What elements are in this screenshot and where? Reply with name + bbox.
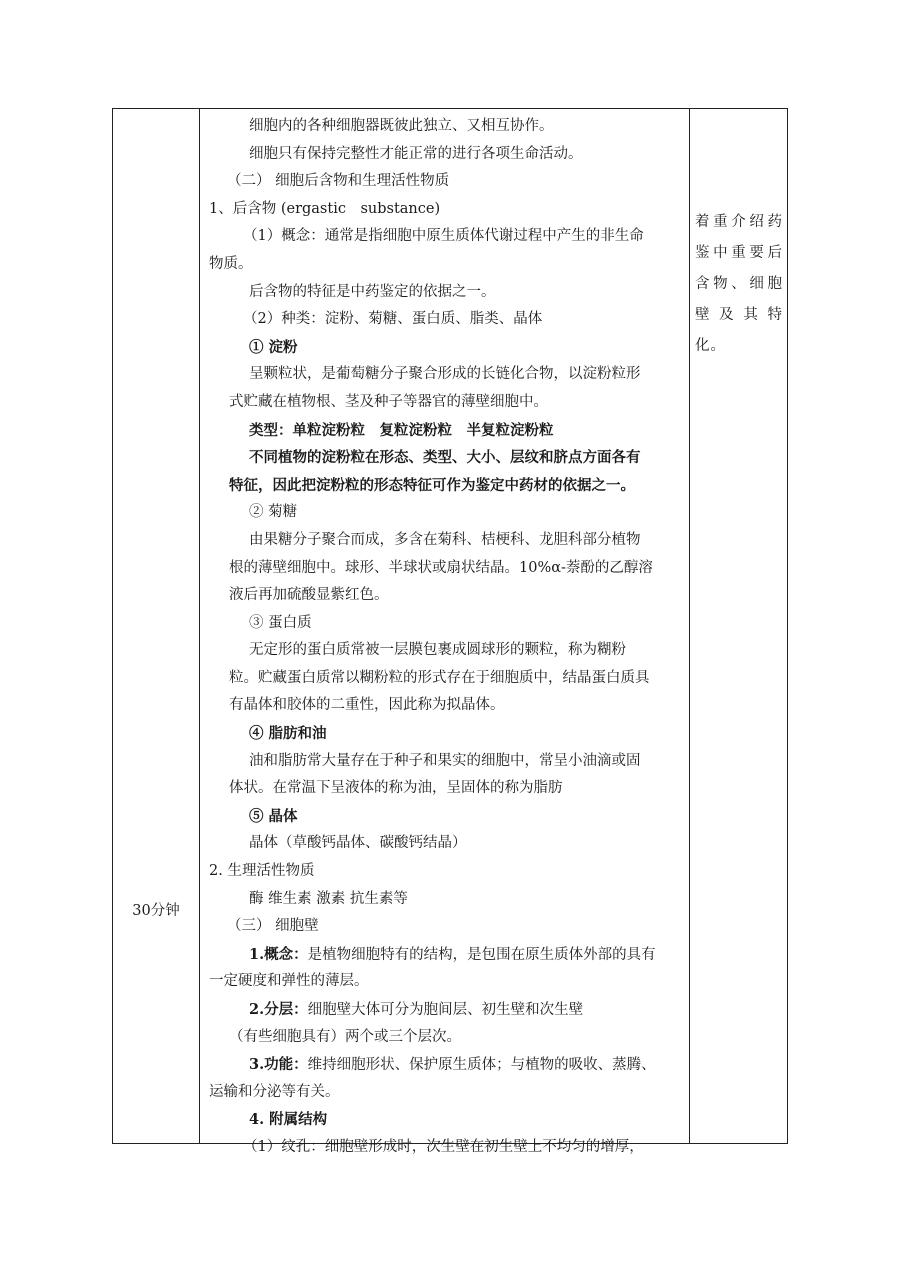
content-line: 细胞只有保持完整性才能正常的进行各项生命活动。 <box>249 145 583 162</box>
content-line: 液后再加硫酸显紫红色。 <box>229 587 389 604</box>
content-line: 4. 附属结构 <box>249 1111 328 1129</box>
content-line: （1）纹孔：细胞壁形成时，次生壁在初生壁上不均匀的增厚， <box>243 1138 644 1155</box>
content-line: （2）种类：淀粉、菊糖、蛋白质、脂类、晶体 <box>243 311 543 328</box>
content-line: 无定形的蛋白质常被一层膜包裹成圆球形的颗粒，称为糊粉 <box>249 642 626 659</box>
content-line: 粒。贮藏蛋白质常以糊粉粒的形式存在于细胞质中，结晶蛋白质具 <box>229 669 650 686</box>
content-line: 式贮藏在植物根、茎及种子等器官的薄壁细胞中。 <box>229 393 548 410</box>
content-line: ③ 蛋白质 <box>249 614 312 631</box>
column-divider <box>689 109 690 1143</box>
lesson-plan-table <box>112 108 788 1155</box>
content-line: 后含物的特征是中药鉴定的依据之一。 <box>249 283 496 300</box>
content-line: （二） 细胞后含物和生理活性物质 <box>227 173 450 190</box>
content-line: 油和脂肪常大量存在于种子和果实的细胞中，常呈小油滴或固 <box>249 752 641 769</box>
content-line: 3.功能：维持细胞形状、保护原生质体；与植物的吸收、蒸腾、 <box>249 1056 656 1074</box>
content-line: 一定硬度和弹性的薄层。 <box>209 973 369 990</box>
content-line: ④ 脂肪和油 <box>249 725 327 743</box>
content-line: 特征，因此把淀粉粒的形态特征可作为鉴定中药材的依据之一。 <box>229 476 635 494</box>
time-allocation-cell: 30分钟 <box>132 903 180 919</box>
content-line: 酶 维生素 激素 抗生素等 <box>249 890 408 907</box>
content-line: ⑤ 晶体 <box>249 807 298 825</box>
remark-cell: 着重介绍药鉴中重要后含物、细胞壁及其特化。 <box>695 214 783 354</box>
content-line: 2. 生理活性物质 <box>209 863 315 880</box>
column-divider <box>199 109 200 1143</box>
content-line: 体状。在常温下呈液体的称为油，呈固体的称为脂肪 <box>229 780 563 797</box>
content-line: 类型：单粒淀粉粒 复粒淀粉粒 半复粒淀粉粒 <box>249 421 554 439</box>
content-line: 有晶体和胶体的二重性，因此称为拟晶体。 <box>229 697 505 714</box>
content-line: 不同植物的淀粉粒在形态、类型、大小、层纹和脐点方面各有 <box>249 449 641 467</box>
content-line: 运输和分泌等有关。 <box>209 1083 340 1100</box>
content-line: （1）概念：通常是指细胞中原生质体代谢过程中产生的非生命 <box>243 228 644 245</box>
line-lead-term: 3.功能： <box>249 1056 308 1074</box>
content-line: 细胞内的各种细胞器既彼此独立、又相互协作。 <box>249 118 554 134</box>
content-line: （三） 细胞壁 <box>227 918 319 935</box>
line-lead-term: 1.概念： <box>249 945 308 963</box>
content-line: 晶体（草酸钙晶体、碳酸钙结晶） <box>249 835 467 852</box>
content-line: ② 菊糖 <box>249 504 298 521</box>
content-line: 由果糖分子聚合而成，多含在菊科、桔梗科、龙胆科部分植物 <box>249 531 641 548</box>
line-lead-term: 2.分层： <box>249 1001 308 1018</box>
content-line: 1、后含物 (ergastic substance) <box>209 200 441 217</box>
content-line: 1.概念：是植物细胞特有的结构，是包围在原生质体外部的具有 <box>249 945 656 963</box>
content-line: （有些细胞具有）两个或三个层次。 <box>229 1028 461 1045</box>
content-line: 根的薄壁细胞中。球形、半球状或扇状结晶。10%α-萘酚的乙醇溶 <box>229 559 653 576</box>
content-line: 2.分层：细胞壁大体可分为胞间层、初生壁和次生壁 <box>249 1001 584 1018</box>
content-line: ① 淀粉 <box>249 338 298 356</box>
teaching-content-cell <box>209 113 683 1162</box>
content-line: 物质。 <box>209 255 253 272</box>
content-line: 呈颗粒状，是葡萄糖分子聚合形成的长链化合物，以淀粉粒形 <box>249 366 641 383</box>
